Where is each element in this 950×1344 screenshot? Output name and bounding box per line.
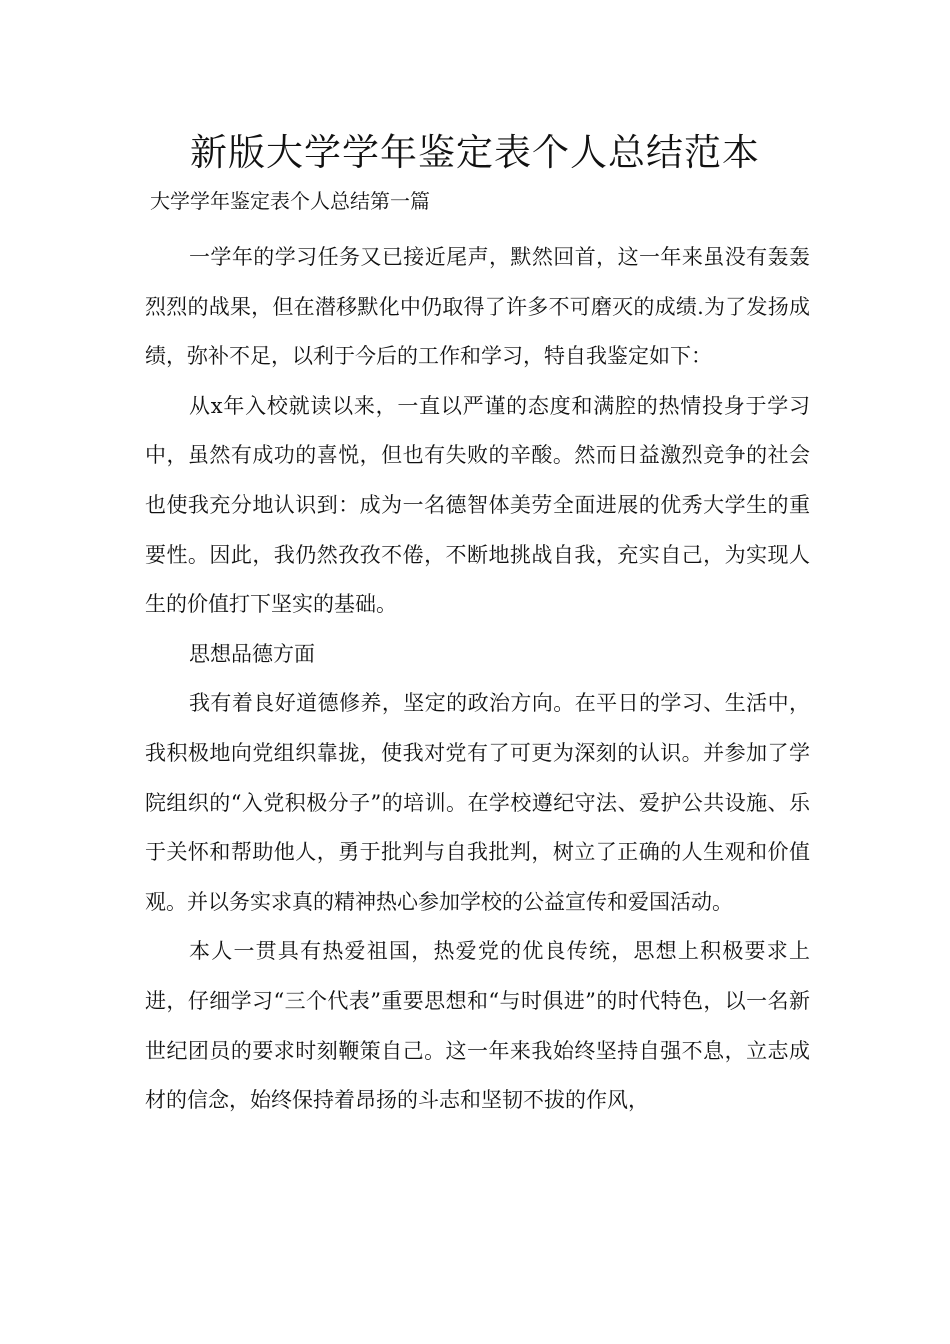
paragraph-patriotism: 本人一贯具有热爱祖国，热爱党的优良传统，思想上积极要求上进，仔细学习“三个代表”重要思想和“与时俱进”的时代特色，以一名新世纪团员的要求时刻鞭策自己。这一年来我始终坚持自强不息，立志成材的信念，始终保持着昂扬的斗志和坚韧不拔的作风， (145, 939, 810, 1113)
paragraph-study: 从x年入校就读以来，一直以严谨的态度和满腔的热情投身于学习中，虽然有成功的喜悦，但也有失败的辛酸。然而日益激烈竞争的社会也使我充分地认识到：成为一名德智体美劳全面进展的优秀大学生的重要性。因此，我仍然孜孜不倦，不断地挑战自我，充实自己，为实现人生的价值打下坚实的基础。 (145, 393, 810, 617)
section-heading-ideology: 思想品德方面 (189, 641, 315, 666)
document-subtitle: 大学学年鉴定表个人总结第一篇 (150, 189, 430, 213)
document-body (145, 233, 810, 1126)
document-title: 新版大学学年鉴定表个人总结范本 (190, 131, 760, 174)
paragraph-morality: 我有着良好道德修养，坚定的政治方向。在平日的学习、生活中，我积极地向党组织靠拢，使我对党有了可更为深刻的认识。并参加了学院组织的“入党积极分子”的培训。在学校遵纪守法、爱护公共设施、乐于关怀和帮助他人，勇于批判与自我批判，树立了正确的人生观和价值观。并以务实求真的精神热心参加学校的公益宣传和爱国活动。 (145, 691, 810, 914)
paragraph-intro: 一学年的学习任务又已接近尾声，默然回首，这一年来虽没有轰轰烈烈的战果，但在潜移默化中仍取得了许多不可磨灭的成绩.为了发扬成绩，弥补不足，以利于今后的工作和学习，特自我鉴定如下： (145, 245, 810, 369)
